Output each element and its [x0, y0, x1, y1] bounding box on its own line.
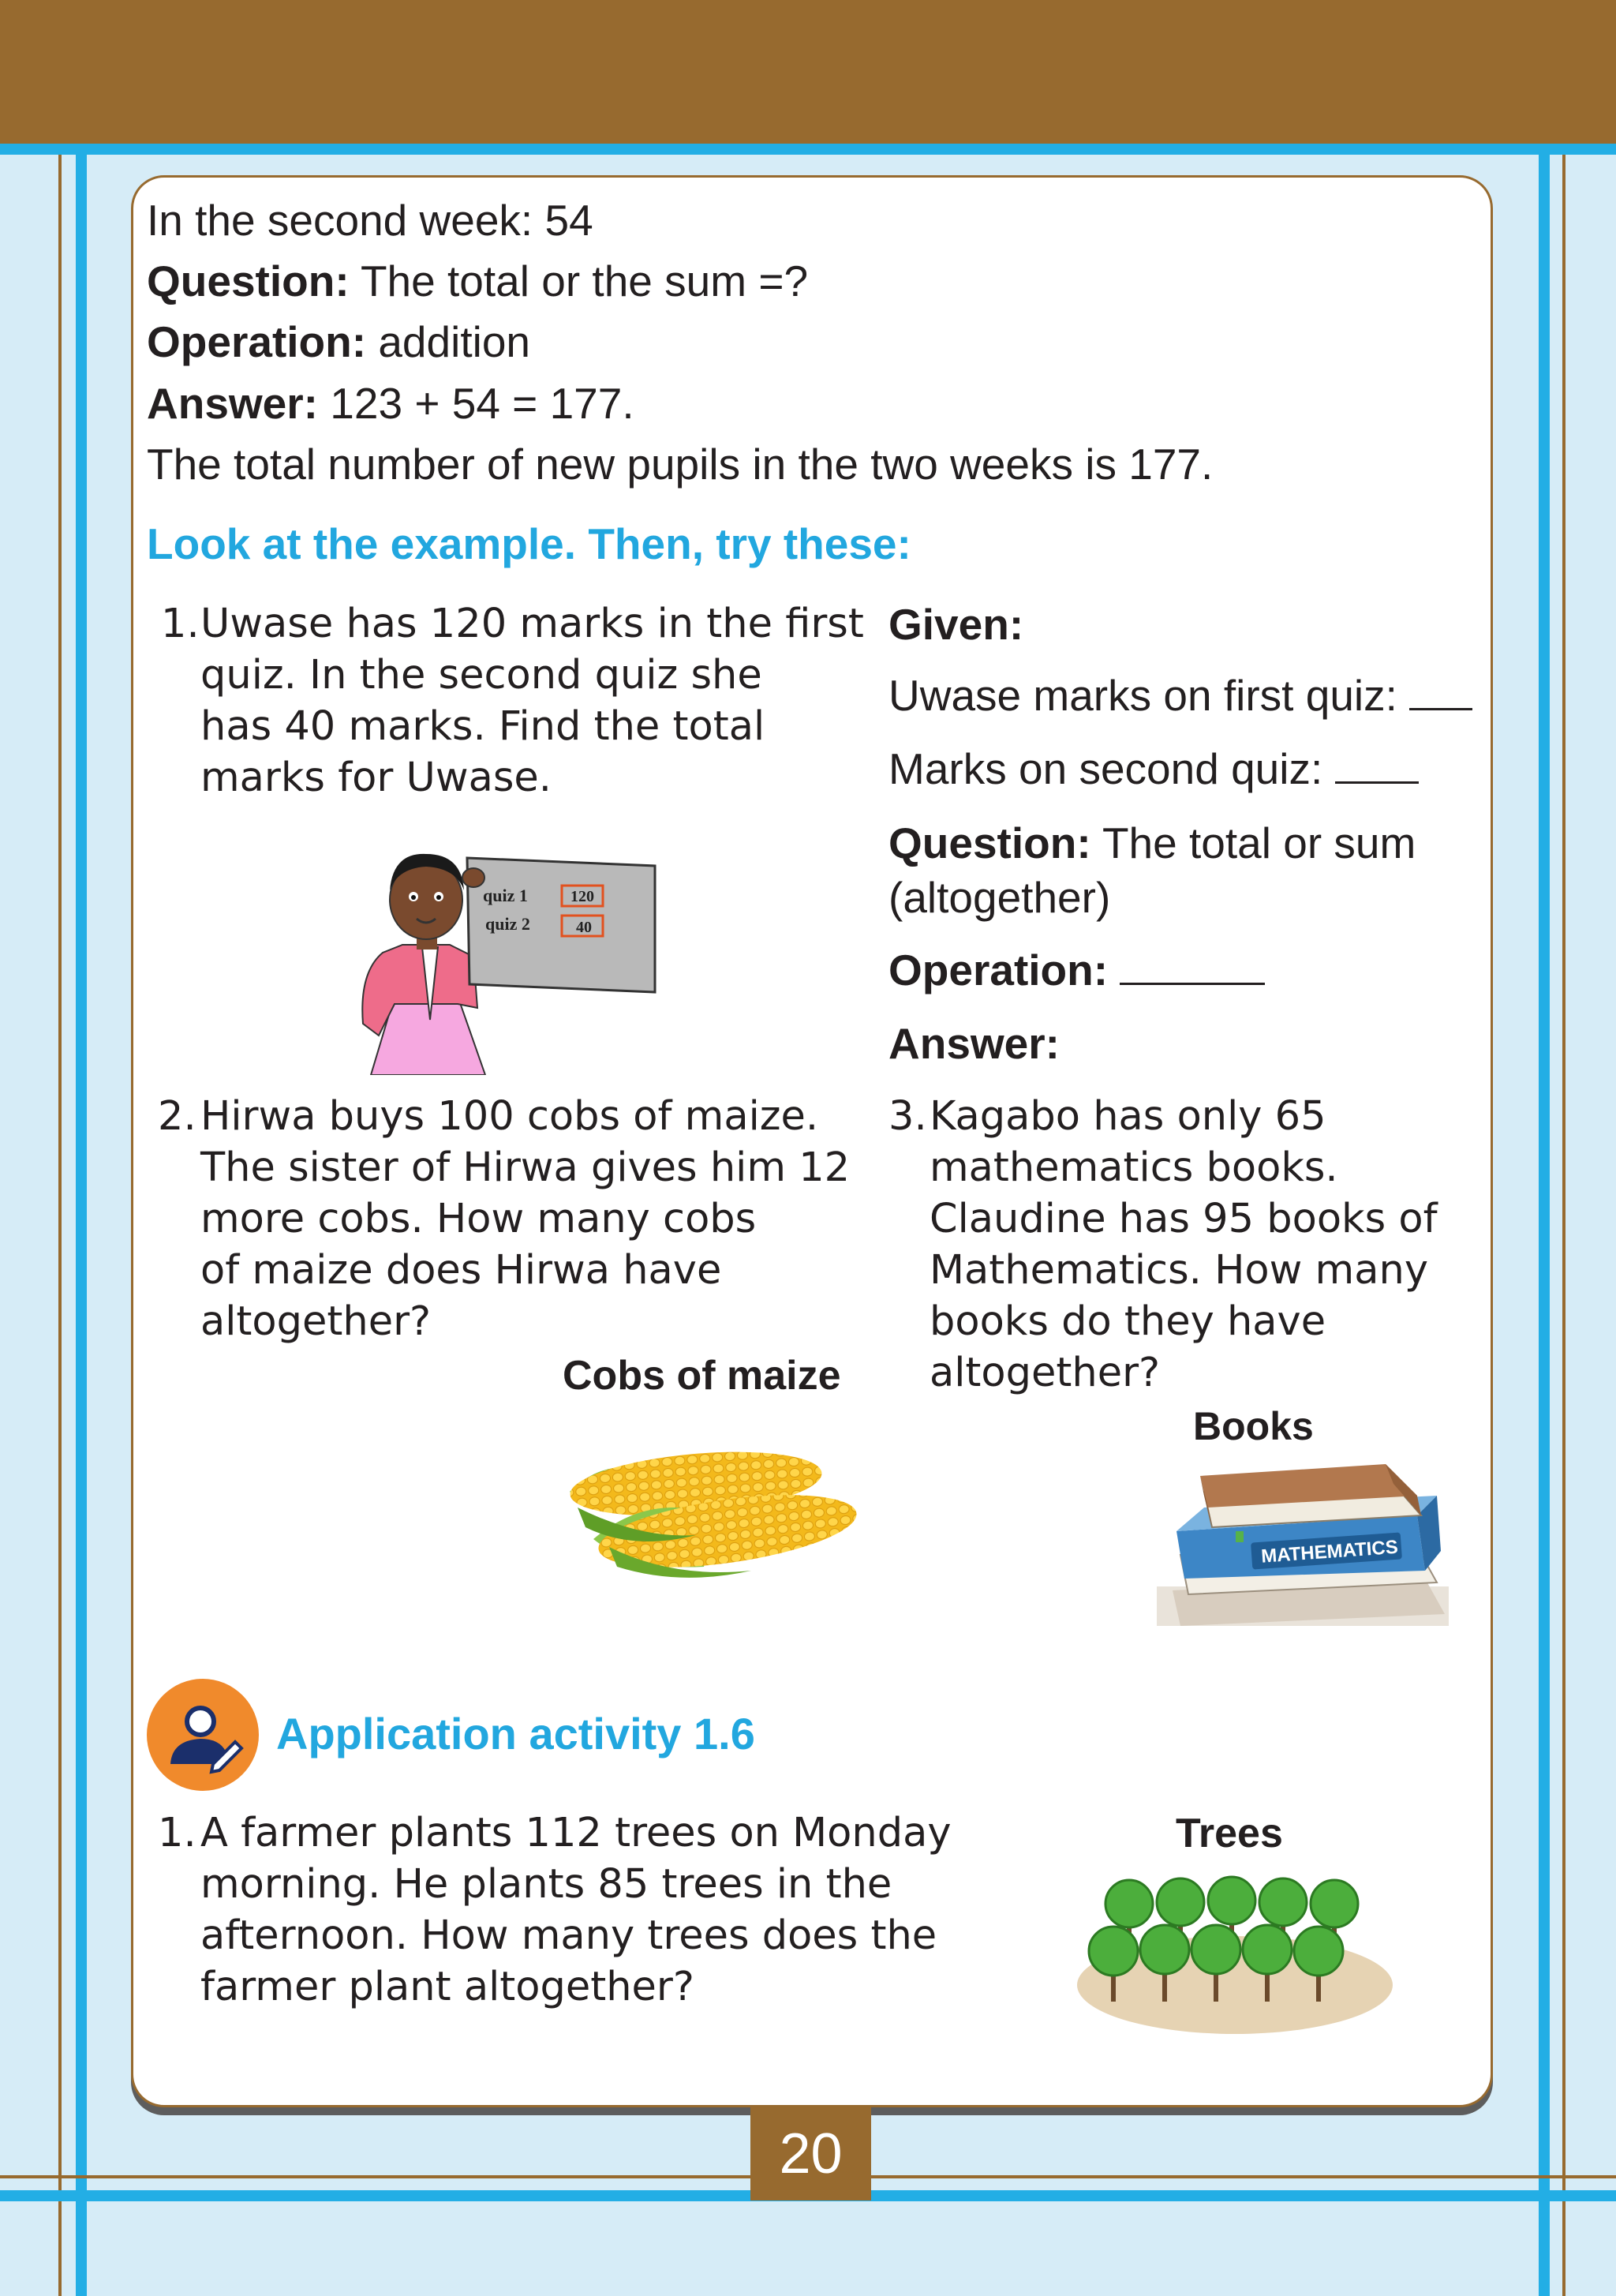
- question-label: Question:: [147, 257, 350, 305]
- books-image-label: Books: [1193, 1404, 1314, 1448]
- question-text: The total or the sum =?: [349, 257, 809, 305]
- try-heading: Look at the example. Then, try these:: [147, 519, 911, 568]
- exercise-1-line: Uwase has 120 marks in the first: [200, 601, 864, 647]
- application-line: A farmer plants 112 trees on Monday: [200, 1810, 952, 1856]
- application-line: morning. He plants 85 trees in the: [200, 1861, 892, 1908]
- example-conclusion: The total number of new pupils in the two weeks is 177.: [147, 440, 1214, 489]
- second-quiz-blank[interactable]: [1335, 781, 1419, 784]
- application-activity-title: Application activity 1.6: [276, 1709, 755, 1759]
- application-question-number: 1.: [158, 1810, 196, 1856]
- given-title: Given:: [888, 600, 1024, 649]
- frame-line-right-brown: [1562, 155, 1566, 2296]
- board-row-1-label: quiz 1: [483, 886, 528, 905]
- application-activity-icon: [147, 1679, 259, 1791]
- exercise-2-text: [200, 1091, 850, 1347]
- answer-label: Answer:: [147, 379, 318, 428]
- exercise-3-line: Claudine has 95 books of: [930, 1196, 1438, 1242]
- frame-line-left-blue: [76, 155, 87, 2296]
- top-header-band: [0, 0, 1616, 144]
- example-given-line: In the second week: 54: [147, 196, 593, 245]
- girl-with-scoreboard-illustration: [347, 815, 663, 1075]
- given-operation: [888, 944, 1265, 996]
- exercise-3-line: mathematics books.: [930, 1144, 1338, 1191]
- exercise-3-number: 3.: [888, 1093, 927, 1140]
- top-blue-rule: [0, 144, 1616, 155]
- given-question-text: The total or sum: [1090, 818, 1416, 867]
- exercise-1-line: has 40 marks. Find the total: [200, 703, 765, 750]
- example-question: [147, 255, 808, 307]
- given-question-continued: (altogether): [888, 873, 1111, 922]
- maize-cobs-illustration: [562, 1421, 862, 1586]
- given-first-quiz-label: Uwase marks on first quiz:: [888, 671, 1397, 720]
- exercise-2-line: altogether?: [200, 1298, 432, 1345]
- board-row-2-label: quiz 2: [485, 914, 530, 934]
- exercise-2-line: of maize does Hirwa have: [200, 1247, 722, 1294]
- exercise-3-text: [930, 1091, 1438, 1399]
- exercise-2-line: Hirwa buys 100 cobs of maize.: [200, 1093, 819, 1140]
- exercise-2-number: 2.: [158, 1093, 196, 1140]
- answer-text: 123 + 54 = 177.: [318, 379, 634, 428]
- given-second-quiz-label: Marks on second quiz:: [888, 744, 1323, 793]
- operation-blank[interactable]: [1120, 983, 1265, 985]
- exercise-1-number: 1.: [161, 601, 200, 647]
- application-line: farmer plant altogether?: [200, 1964, 694, 2010]
- exercise-1-line: quiz. In the second quiz she: [200, 652, 762, 699]
- book-spine-title: MATHEMATICS: [1260, 1536, 1399, 1567]
- example-answer: [147, 377, 634, 429]
- example-operation: [147, 316, 530, 368]
- application-line: afternoon. How many trees does the: [200, 1912, 937, 1959]
- exercise-1-line: marks for Uwase.: [200, 755, 552, 801]
- first-quiz-blank[interactable]: [1409, 708, 1472, 710]
- given-question-label: Question:: [888, 818, 1091, 867]
- operation-label: Operation:: [147, 317, 367, 366]
- application-question-text: [200, 1807, 952, 2013]
- trees-image-label: Trees: [1176, 1811, 1283, 1856]
- given-answer-label: Answer:: [888, 1019, 1060, 1068]
- given-operation-label: Operation:: [888, 946, 1109, 994]
- exercise-2-line: The sister of Hirwa gives him 12: [200, 1144, 851, 1191]
- frame-line-right-blue: [1539, 155, 1550, 2296]
- exercise-3-line: altogether?: [930, 1350, 1161, 1396]
- operation-text: addition: [366, 317, 531, 366]
- exercise-3-line: Kagabo has only 65: [930, 1093, 1326, 1140]
- board-row-2-value: 40: [576, 919, 592, 936]
- maize-image-label: Cobs of maize: [563, 1353, 841, 1399]
- board-row-1-value: 120: [570, 888, 594, 905]
- exercise-1-text: [200, 598, 864, 803]
- page-number: 20: [750, 2107, 871, 2200]
- exercise-3-line: Mathematics. How many: [930, 1247, 1428, 1294]
- given-question: [888, 817, 1416, 869]
- frame-line-left-brown: [58, 155, 62, 2296]
- trees-illustration: [1073, 1863, 1397, 2036]
- given-second-quiz: [888, 743, 1419, 795]
- exercise-2-line: more cobs. How many cobs: [200, 1196, 757, 1242]
- given-first-quiz: [888, 669, 1472, 721]
- books-illustration: [1157, 1452, 1449, 1626]
- exercise-3-line: books do they have: [930, 1298, 1326, 1345]
